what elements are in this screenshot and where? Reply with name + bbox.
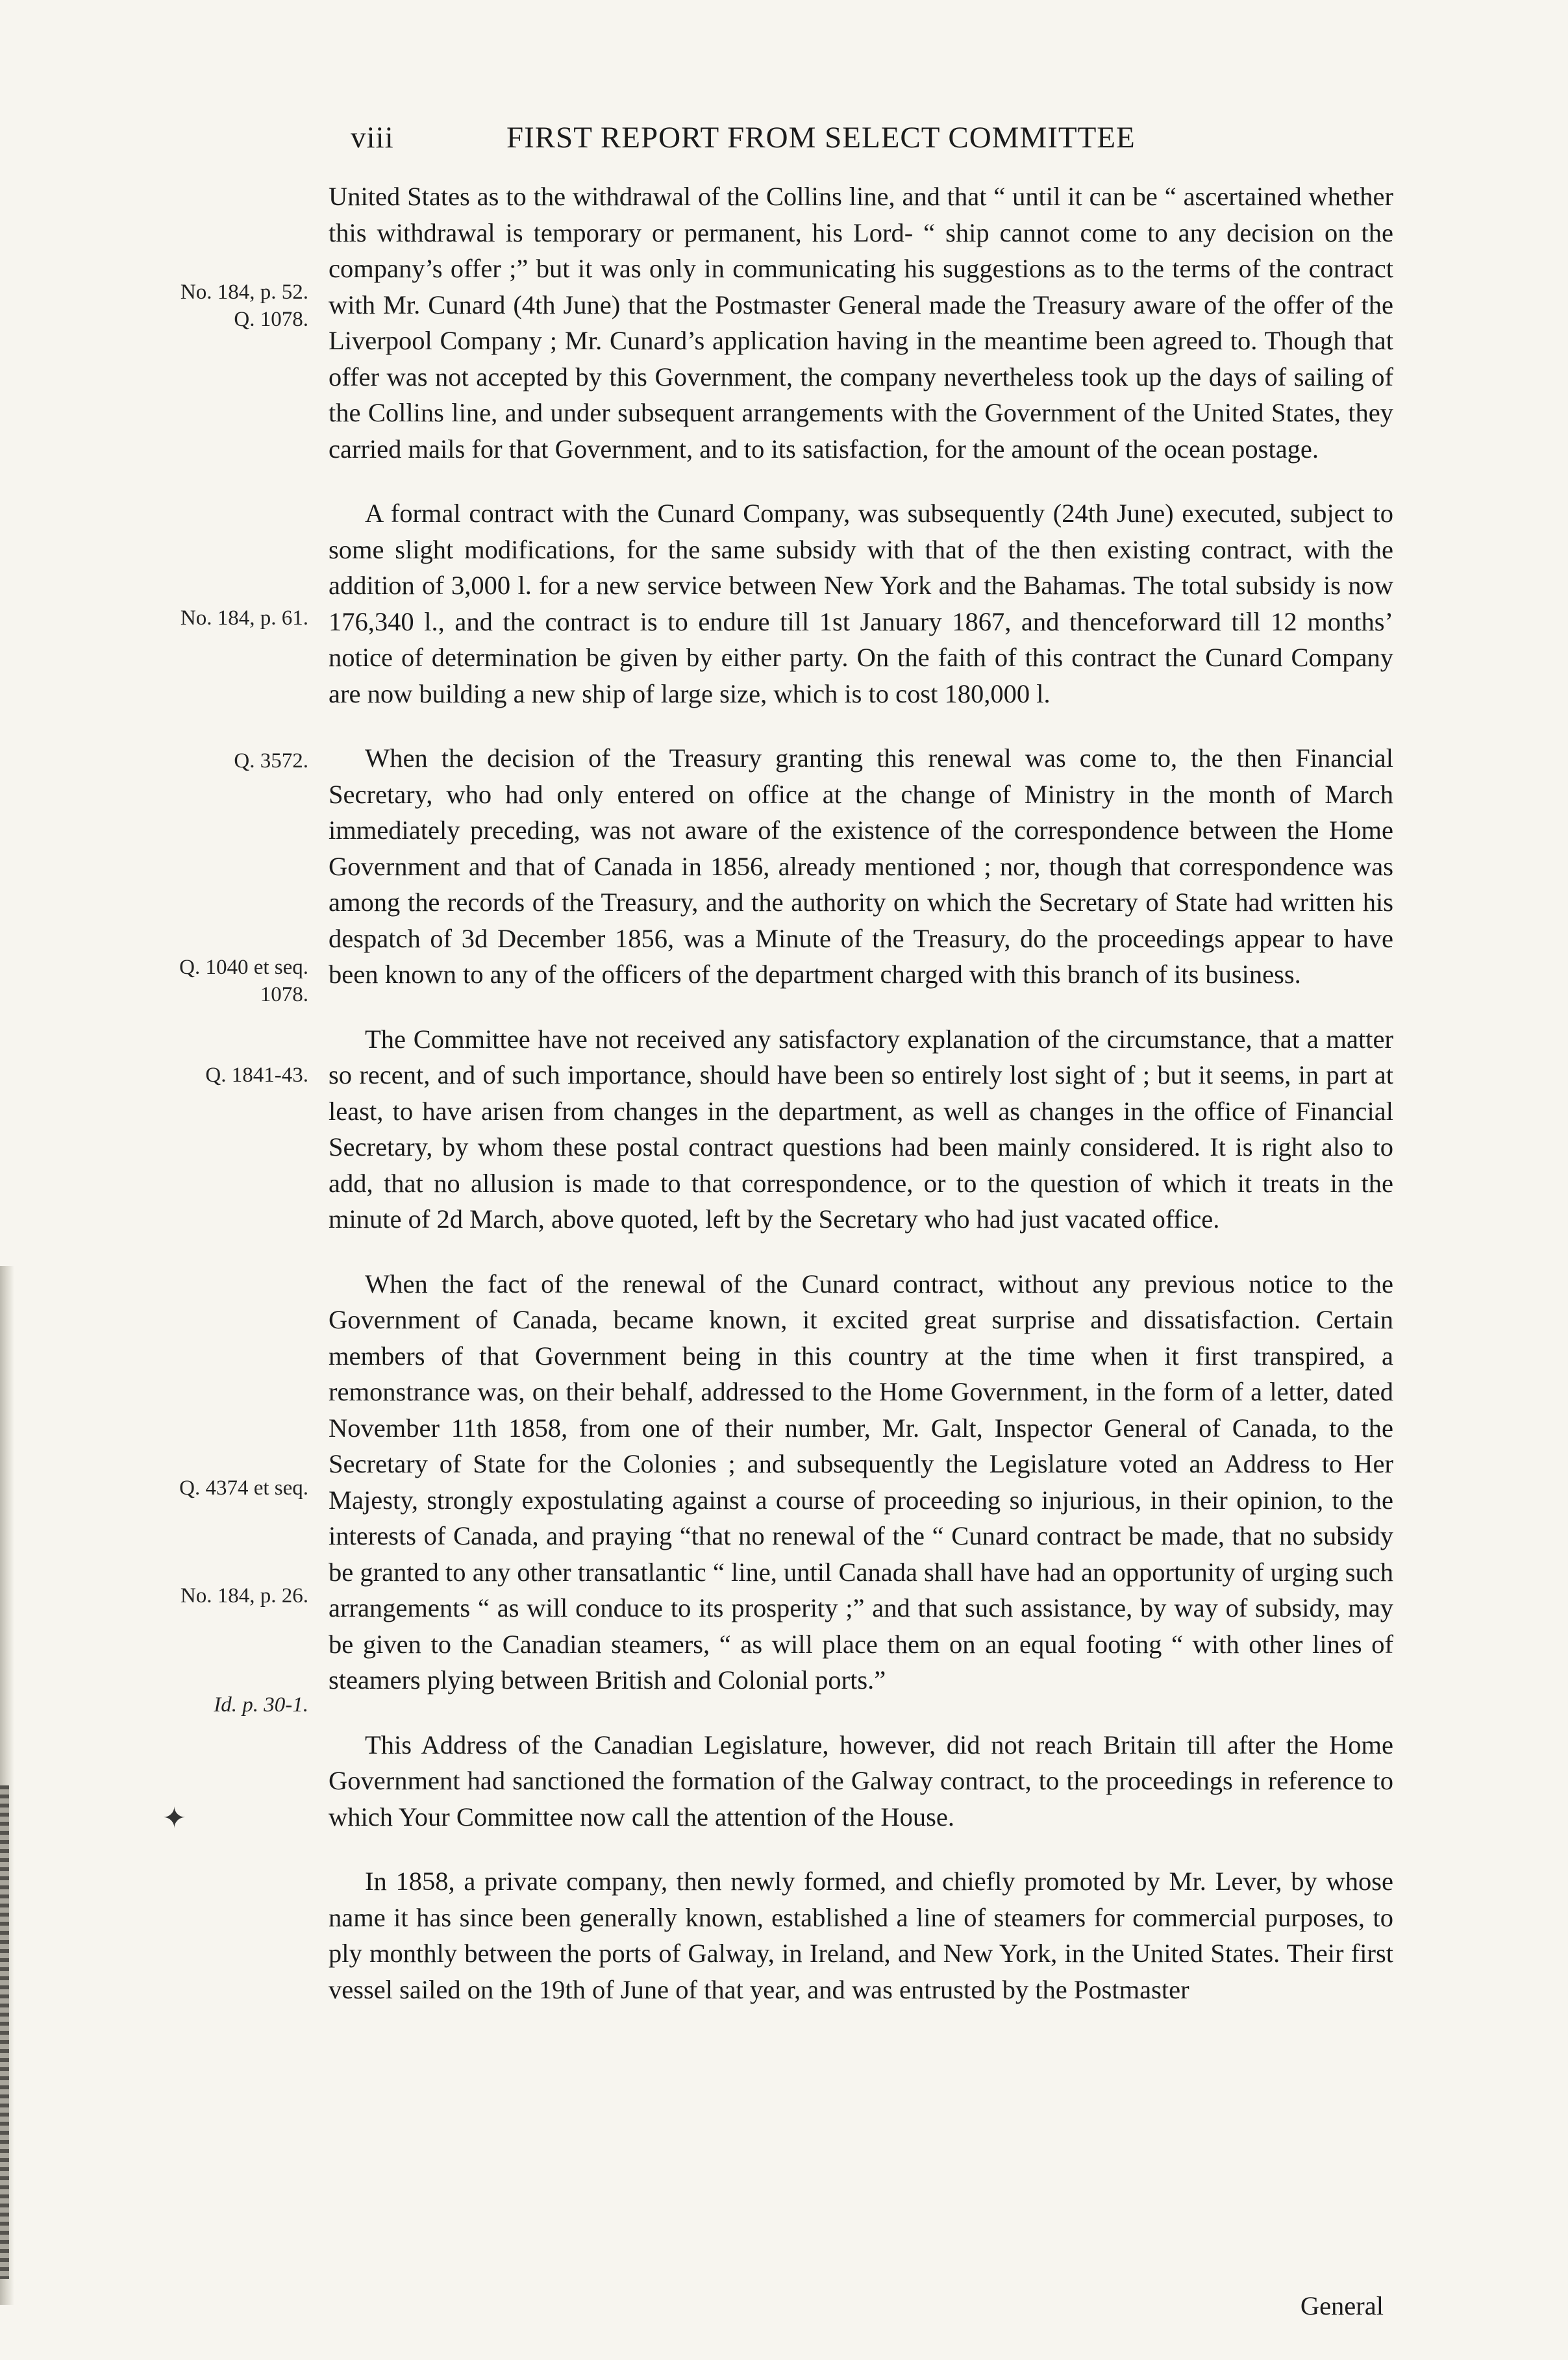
paragraph: When the decision of the Treasury granting this renewal was come to, the then Financial Secretary, who had only entered on office at the change of Ministry in the month of March immediately preceding, was not aware of the existence of the correspondence between the Home Government and that of Canada in 1856, already mentioned ; nor, though that correspondence was among the records of the Treasury, and the authority on which the Secretary of State had written his despatch of 3d December 1856, was a Minute of the Treasury, do the proceedings appear to have been known to any of the officers of the department charged with this branch of its business. (329, 743, 1393, 989)
margin-note: Q. 1841-43. (205, 1063, 308, 1087)
margin-note: Q. 1040 et seq. (179, 956, 308, 979)
page-number: viii (351, 121, 394, 155)
margin-note: Q. 3572. (234, 749, 308, 773)
paragraph: When the fact of the renewal of the Cunard contract, without any previous notice to the Government of Canada, became known, it excited great surprise and dissatisfaction. Certain members of that Government being in this country at the time when it first transpired, a remonstrance was, on their behalf, addressed to the Home Government, in the form of a letter, dated November 11th 1858, from one of their number, Mr. Galt, Inspector General of Canada, to the Secretary of State for the Colonies ; and subsequently the Legislature voted an Address to Her Majesty, strongly expostulating against a course of proceeding so injurious, in their opinion, to the interests of Canada, and praying “that no renewal of the “ Cunard contract be made, that no subsidy be granted to any other transatlantic “ line, until Canada shall have had an opportunity of urging such arrangements “ as will conduce to its prosperity ;” and that such assistance, by way of subsidy, may be given to the Canadian steamers, “ as will place them on an equal footing “ with other lines of steamers plying between British and Colonial ports.” (329, 1269, 1393, 1695)
body-text (329, 179, 1393, 2036)
paragraph: In 1858, a private company, then newly formed, and chiefly promoted by Mr. Lever, by whose name it has since been generally known, established a line of steamers for commercial purposes, to ply monthly between the ports of Galway, in Ireland, and New York, in the United States. Their first vessel sailed on the 19th of June of that year, and was entrusted by the Postmaster (329, 1867, 1393, 2004)
margin-note: Q. 4374 et seq. (179, 1476, 308, 1500)
paragraph: United States as to the withdrawal of the Collins line, and that “ until it can be “ ascertained whether this withdrawal is temporary or permanent, his Lord- “ ship cannot come to any decision on the company’s offer ;” but it was only in communicating his suggestions as to the terms of the contract with Mr. Cunard (4th June) that the Postmaster General made the Treasury aware of the offer of the Liverpool Company ; Mr. Cunard’s application having in the meantime been agreed to. Though that offer was not accepted by this Government, the company nevertheless took up the days of sailing of the Collins line, and under subsequent arrangements with the Government of the United States, they carried mails for that Government, and to its satisfaction, for the amount of the ocean postage. (329, 182, 1393, 464)
running-header (351, 120, 1389, 166)
catchword: General (1300, 2291, 1384, 2320)
running-title: FIRST REPORT FROM SELECT COMMITTEE (506, 121, 1136, 155)
margin-note: No. 184, p. 61. (180, 606, 308, 630)
margin-note: No. 184, p. 26. (180, 1584, 308, 1608)
paragraph: This Address of the Canadian Legislature, however, did not reach Britain till after the Home Government had sanctioned the formation of the Galway contract, to the proceedings in reference to which Your Committee now call the attention of the House. (329, 1730, 1393, 1832)
binding-stitching (0, 1785, 9, 2279)
margin-mark: ✦ (162, 1802, 186, 1834)
paragraph: A formal contract with the Cunard Company, was subsequently (24th June) executed, subject to some slight modifications, for the same subsidy with that of the then existing contract, with the addition of 3,000 l. for a new service between New York and the Bahamas. The total subsidy is now 176,340 l., and the contract is to endure till 1st January 1867, and thenceforward till 12 months’ notice of determination be given by either party. On the faith of this contract the Cunard Company are now building a new ship of large size, which is to cost 180,000 l. (329, 499, 1393, 708)
margin-note: No. 184, p. 52. (180, 280, 308, 304)
margin-note: 1078. (260, 983, 308, 1006)
margin-note: Id. p. 30-1. (214, 1693, 308, 1717)
paragraph: The Committee have not received any satisfactory explanation of the circumstance, that a matter so recent, and of such importance, should have been so entirely lost sight of ; but it seems, in part at least, to have arisen from changes in the department, as well as changes in the office of Financial Secretary, by whom these postal contract questions had been mainly considered. It is right also to add, that no allusion is made to that correspondence, or to the question of which it treats in the minute of 2d March, above quoted, left by the Secretary who had just vacated office. (329, 1024, 1393, 1234)
margin-note: Q. 1078. (234, 308, 308, 331)
